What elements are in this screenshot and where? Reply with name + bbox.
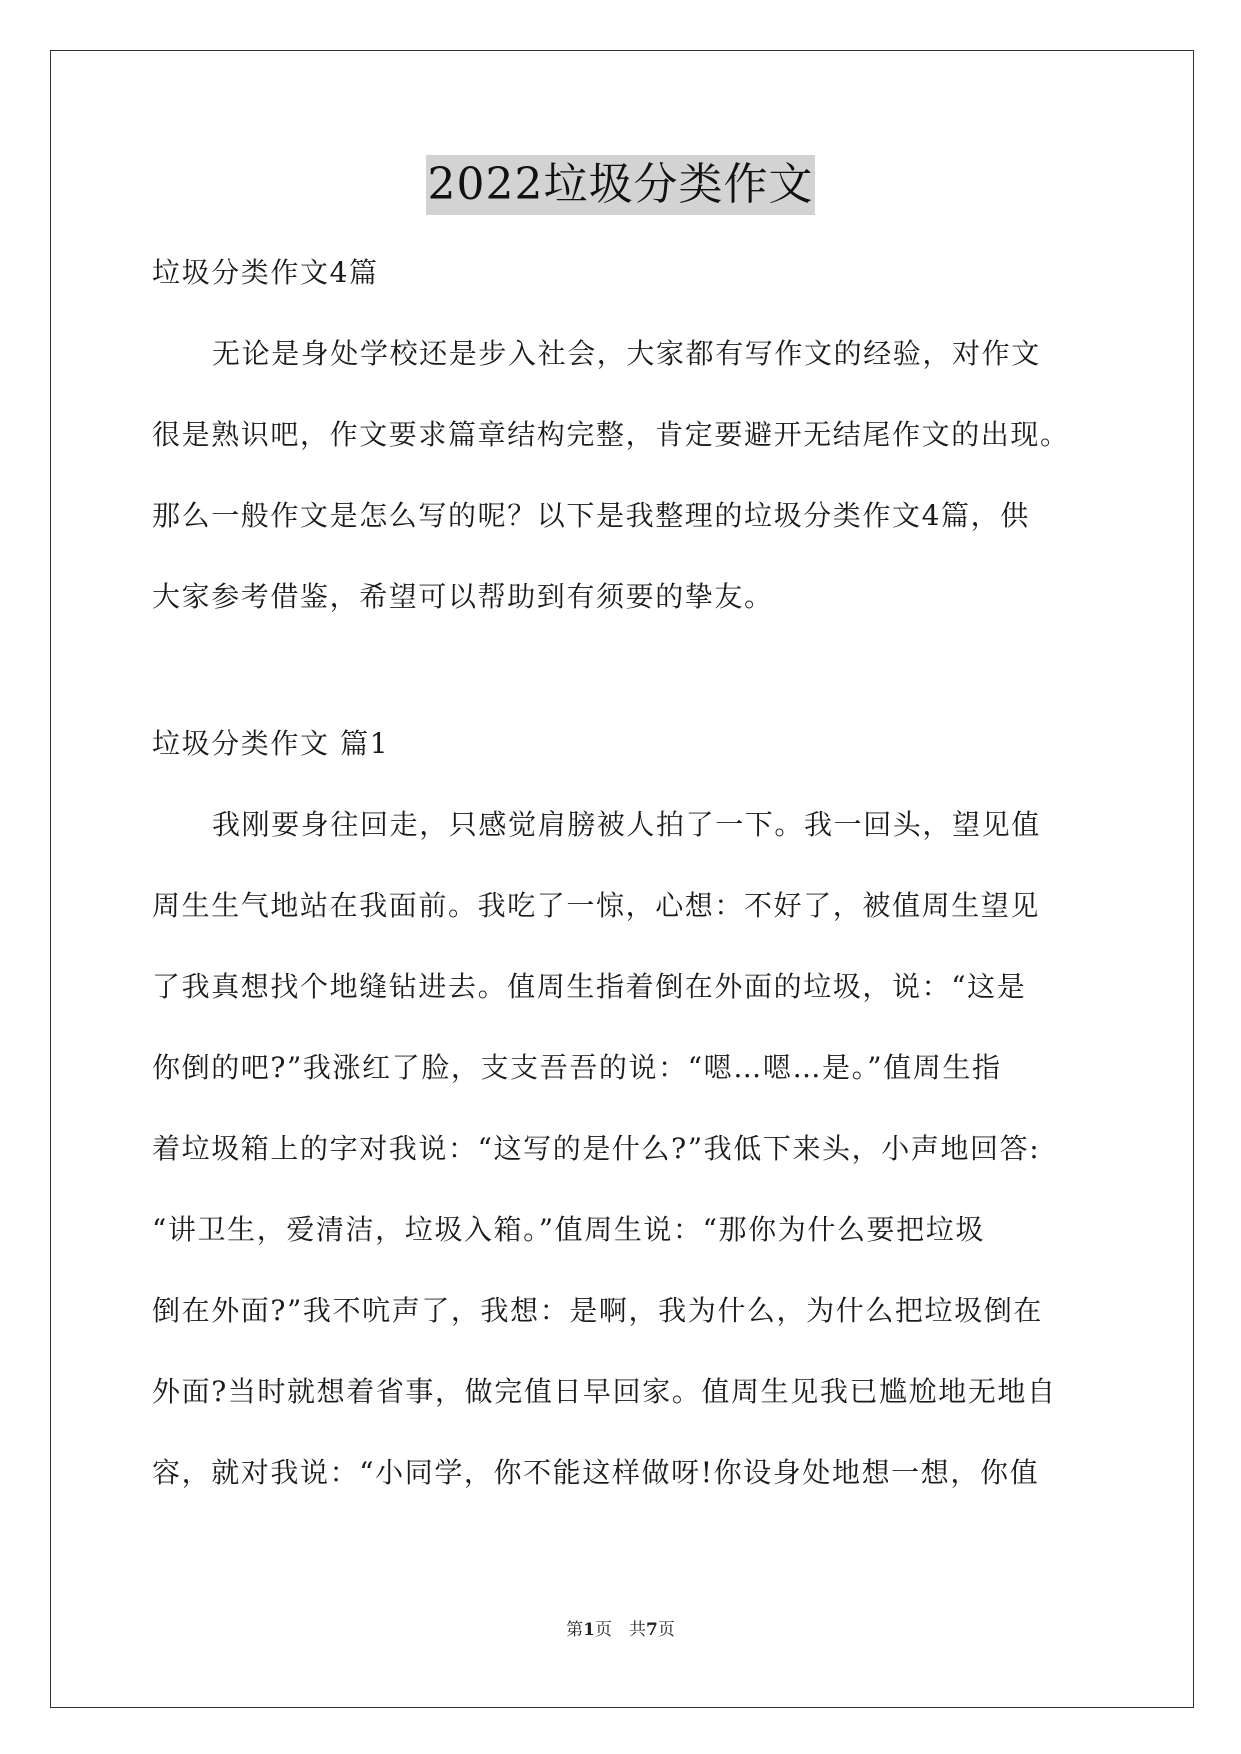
body-line: 周生生气地站在我面前。我吃了一惊，心想：不好了，被值周生望见 [152, 889, 1041, 922]
footer-page-number: 1 [583, 1620, 595, 1640]
footer-suffix: 页 [657, 1620, 675, 1640]
document-title: 2022垃圾分类作文 [426, 155, 816, 215]
page-footer [0, 1615, 1241, 1640]
intro-paragraph [152, 313, 1087, 637]
section-heading: 垃圾分类作文 篇1 [152, 727, 390, 760]
body-line: 了我真想找个地缝钻进去。值周生指着倒在外面的垃圾，说：“这是 [152, 970, 1027, 1003]
footer-total-pages: 7 [646, 1620, 658, 1640]
paragraph-gap [152, 637, 1087, 703]
title-container [0, 155, 1241, 215]
body-line: 着垃圾箱上的字对我说：“这写的是什么?”我低下来头，小声地回答: [152, 1132, 1041, 1165]
body-line: “讲卫生，爱清洁，垃圾入箱。”值周生说：“那你为什么要把垃圾 [152, 1213, 985, 1246]
document-body [152, 232, 1087, 1513]
intro-line: 无论是身处学校还是步入社会，大家都有写作文的经验，对作文 [212, 337, 1041, 370]
body-line: 我刚要身往回走，只感觉肩膀被人拍了一下。我一回头，望见值 [212, 808, 1041, 841]
body-line: 外面?当时就想着省事，做完值日早回家。值周生见我已尴尬地无地自 [152, 1375, 1057, 1408]
body-line: 倒在外面?”我不吭声了，我想：是啊，我为什么，为什么把垃圾倒在 [152, 1294, 1043, 1327]
body-line: 你倒的吧?”我涨红了脸，支支吾吾的说：“嗯…嗯…是。”值周生指 [152, 1051, 1002, 1084]
intro-line: 大家参考借鉴，希望可以帮助到有须要的挚友。 [152, 580, 774, 613]
intro-line: 很是熟识吧，作文要求篇章结构完整，肯定要避开无结尾作文的出现。 [152, 418, 1070, 451]
body-paragraph [152, 784, 1087, 1513]
footer-mid: 页 共 [595, 1620, 646, 1640]
intro-line: 那么一般作文是怎么写的呢？以下是我整理的垃圾分类作文4篇，供 [152, 499, 1030, 532]
document-subtitle: 垃圾分类作文4篇 [152, 256, 379, 289]
body-line: 容，就对我说：“小同学，你不能这样做呀!你设身处地想一想，你值 [152, 1456, 1040, 1489]
footer-prefix: 第 [566, 1620, 584, 1640]
